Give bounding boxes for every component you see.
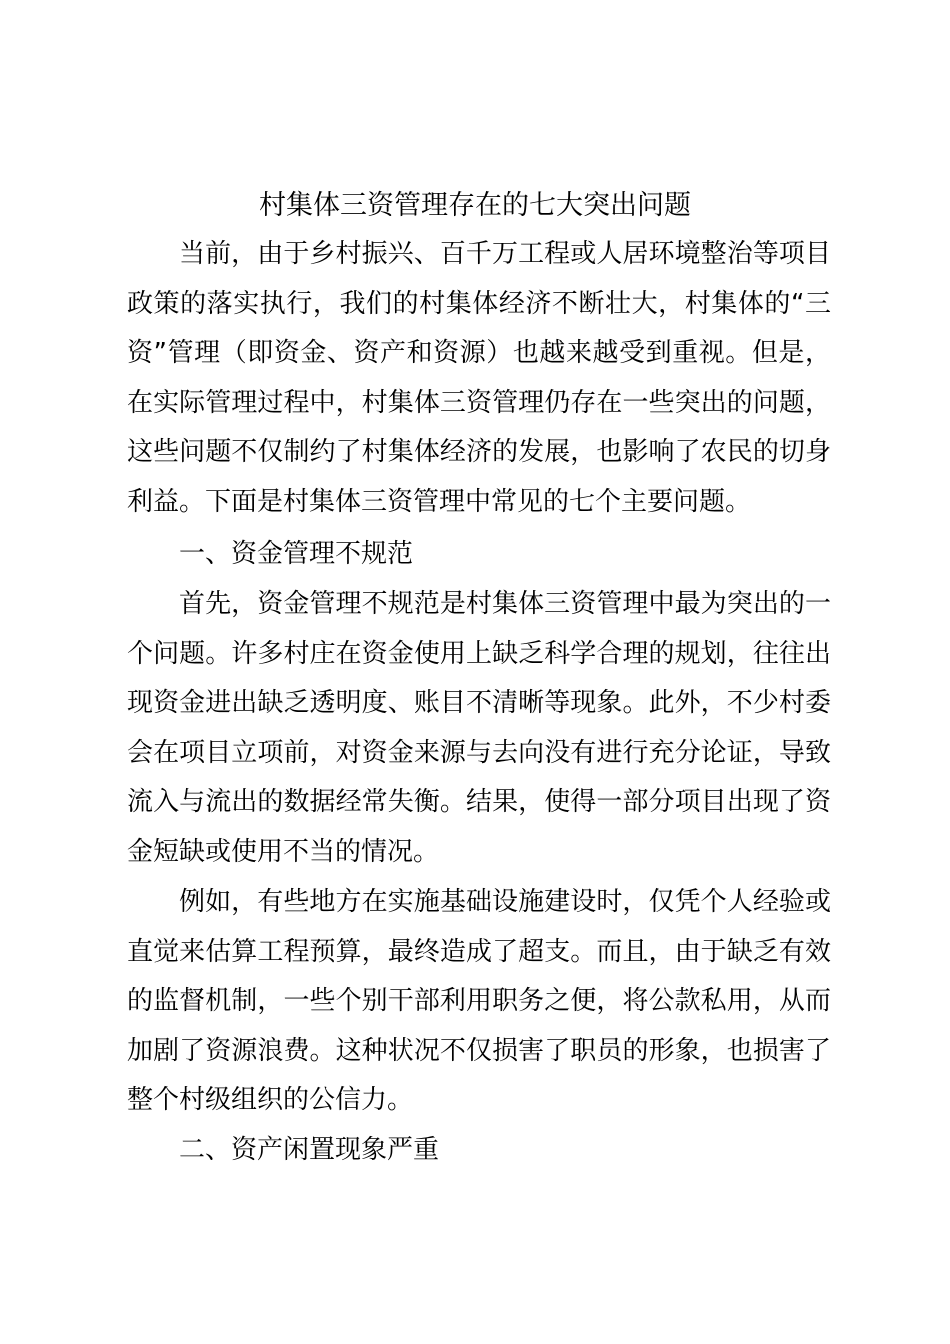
intro-paragraph: 当前，由于乡村振兴、百千万工程或人居环境整治等项目政策的落实执行，我们的村集体经济不断壮大，村集体的“三资”管理（即资金、资产和资源）也越来越受到重视。但是，在实际管理过程中，村集体三资管理仍存在一些突出的问题，这些问题不仅制约了村集体经济的发展，也影响了农民的切身利益。下面是村集体三资管理中常见的七个主要问题。 [127,239,831,517]
document-title: 村集体三资管理存在的七大突出问题 [259,190,691,221]
section-heading-2: 二、资产闲置现象严重 [179,1135,440,1165]
section-1-paragraph-2: 例如，有些地方在实施基础设施建设时，仅凭个人经验或直觉来估算工程预算，最终造成了超支。而且，由于缺乏有效的监督机制，一些个别干部利用职务之便，将公款私用，从而加剧了资源浪费。这种状况不仅损害了职员的形象，也损害了整个村级组织的公信力。 [127,887,831,1115]
section-heading-1: 一、资金管理不规范 [179,539,414,569]
section-1-paragraph-1: 首先，资金管理不规范是村集体三资管理中最为突出的一个问题。许多村庄在资金使用上缺乏科学合理的规划，往往出现资金进出缺乏透明度、账目不清晰等现象。此外，不少村委会在项目立项前，对资金来源与去向没有进行充分论证，导致流入与流出的数据经常失衡。结果，使得一部分项目出现了资金短缺或使用不当的情况。 [127,589,831,867]
